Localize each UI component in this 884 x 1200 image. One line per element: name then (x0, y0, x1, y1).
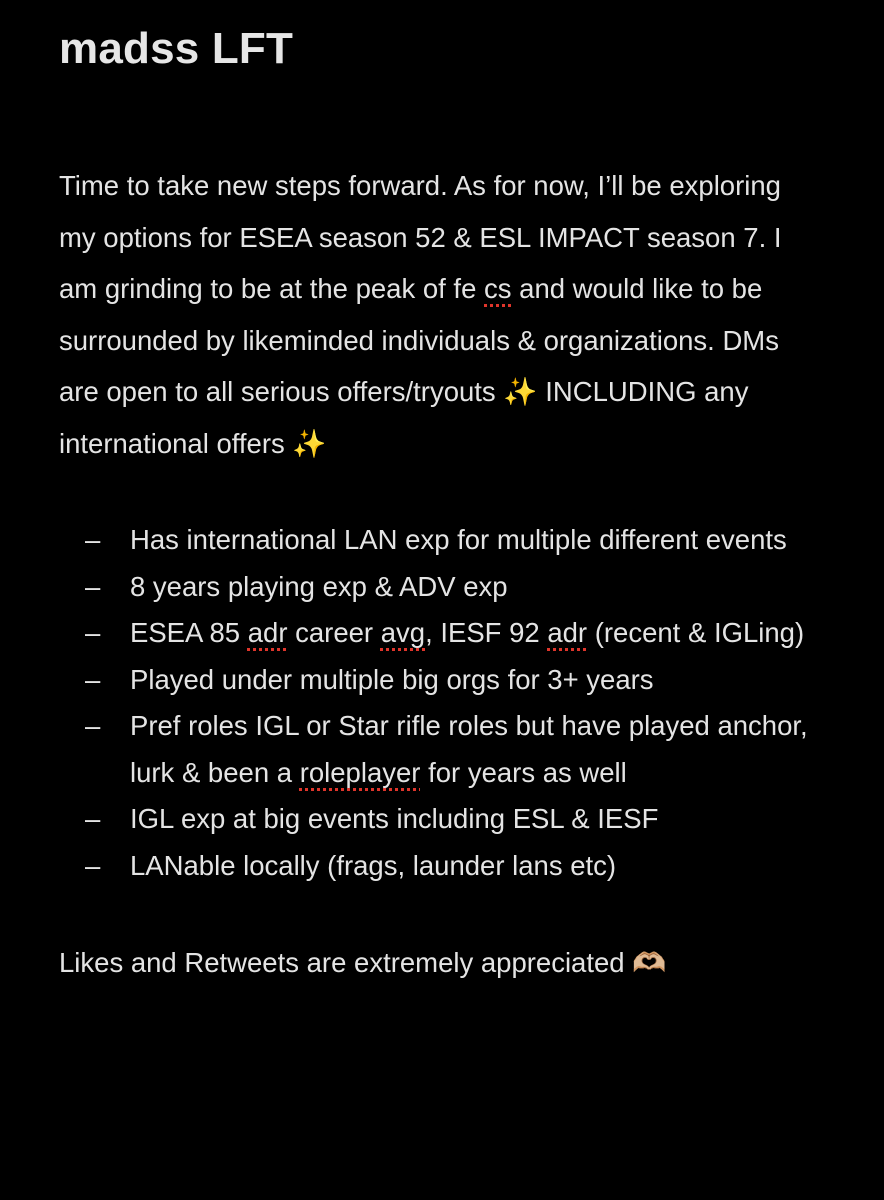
heart-hands-emoji-icon: 🫶🏼 (632, 947, 667, 978)
intro-text-1: Time to take new steps forward. As for now, I’ll be exploring my options for ESEA season 52 & ESL IMPACT season 7. I am grinding to be at the peak of fe (59, 170, 782, 304)
list-item (59, 703, 830, 796)
misspelled-word: avg (380, 617, 426, 648)
list-item-text: Played under multiple big orgs for 3+ years (130, 663, 654, 695)
dash-bullet-icon: – (85, 849, 101, 881)
closing-text: Likes and Retweets are extremely appreciated (59, 947, 633, 978)
list-item (59, 564, 830, 611)
list-item (59, 610, 830, 657)
list-item-text: LANable locally (frags, launder lans etc) (130, 849, 617, 881)
intro-text-3: INCLUDING any international offers (59, 376, 749, 459)
list-item-text: IGL exp at big events including ESL & IESF (130, 803, 659, 834)
experience-list (59, 517, 849, 889)
note-document (59, 18, 849, 985)
dash-bullet-icon: – (85, 710, 101, 741)
misspelled-word: adr (247, 617, 288, 648)
dash-bullet-icon: – (85, 803, 101, 834)
list-item-text: Pref roles IGL or Star rifle roles but have played anchor, lurk & been a (130, 710, 808, 788)
dash-bullet-icon: – (85, 524, 101, 555)
list-item-text: for years as well (420, 756, 627, 788)
list-item (59, 657, 830, 704)
misspelled-word: roleplayer (299, 756, 421, 788)
closing-line (59, 941, 849, 985)
list-item-text: 8 years playing exp & ADV exp (130, 570, 508, 602)
misspelled-word: adr (547, 617, 588, 648)
dash-bullet-icon: – (85, 570, 101, 602)
list-item-text: career (287, 617, 381, 648)
sparkles-emoji-icon: ✨ (503, 376, 538, 407)
sparkles-emoji-icon: ✨ (292, 427, 327, 459)
dash-bullet-icon: – (85, 617, 101, 648)
list-item-text: , IESF 92 (425, 617, 548, 648)
list-item (59, 796, 830, 843)
intro-paragraph (59, 160, 819, 469)
misspelled-word: cs (484, 273, 512, 304)
dash-bullet-icon: – (85, 663, 101, 695)
intro-text-2: and would like to be surrounded by likeminded individuals & organizations. DMs are open to all serious offers/tryouts (59, 273, 779, 407)
list-item (59, 843, 830, 890)
list-item-text: ESEA 85 (130, 617, 248, 648)
note-title: madss LFT (59, 24, 294, 73)
list-item-text: Has international LAN exp for multiple different events (130, 524, 787, 555)
list-item-text: (recent & IGLing) (587, 617, 805, 648)
list-item (59, 517, 830, 564)
